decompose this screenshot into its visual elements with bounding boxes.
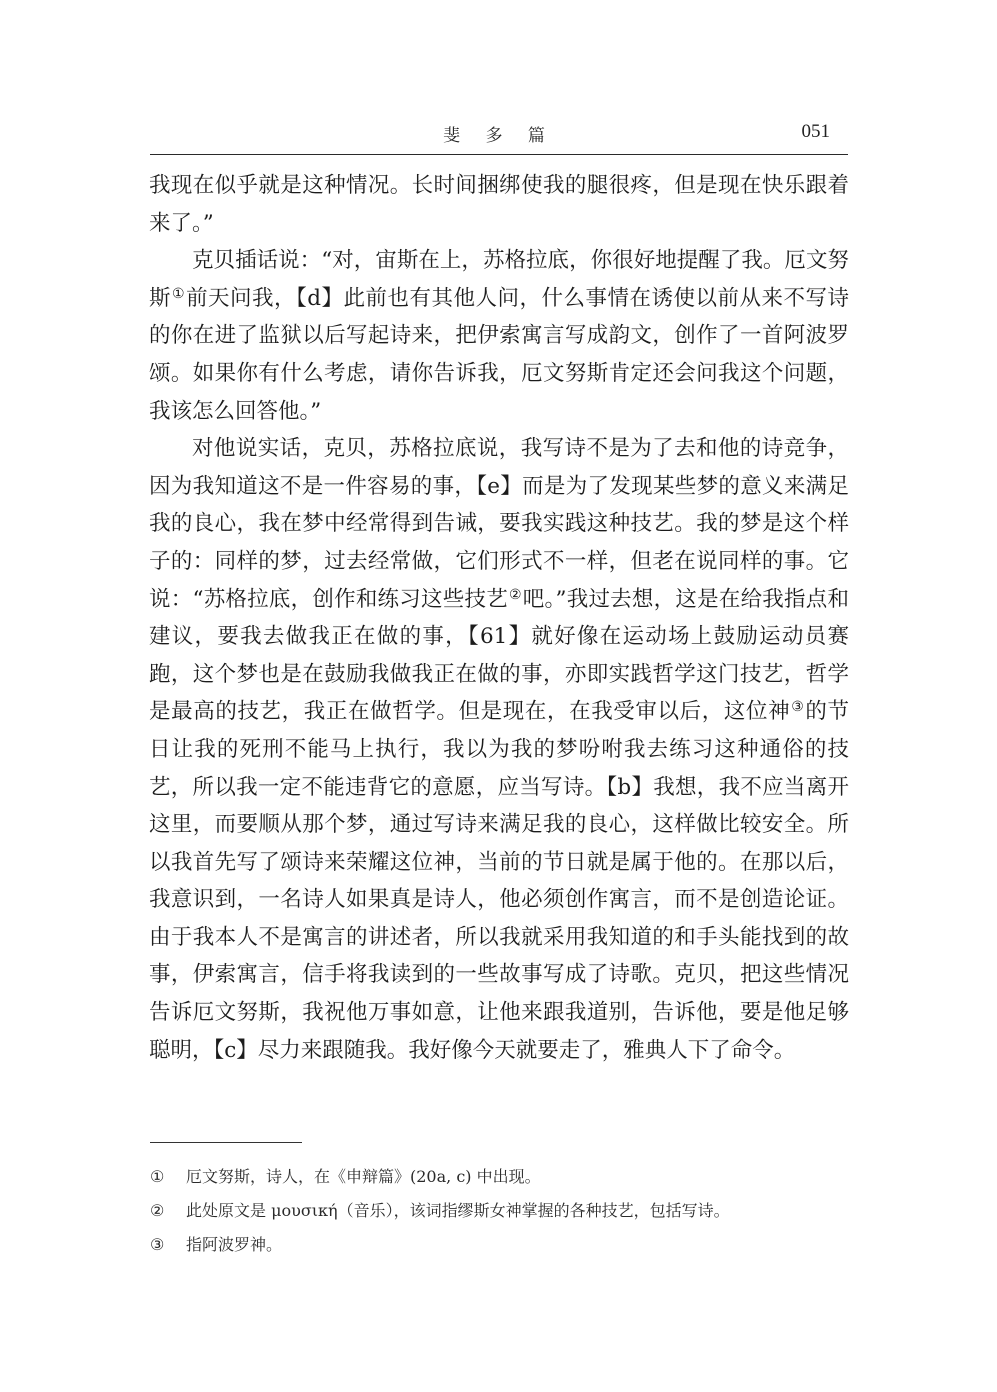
footnote-3	[150, 1228, 850, 1262]
footnote-reference-3[interactable]: ③	[791, 699, 805, 716]
paragraph-text: 吧。”我过去想，这是在给我指点和建议，要我去做我正在做的事，【61】就好像在运动场上鼓励运动员赛跑，这个梦也是在鼓励我做我正在做的事，亦即实践哲学这门技艺，哲学是最高的技艺，我正在做哲学。但是现在，在我受审以后，这位神	[149, 586, 850, 725]
footnotes	[150, 1160, 850, 1262]
running-header	[150, 118, 848, 155]
running-title: 斐 多 篇	[443, 126, 555, 146]
footnote-separator	[150, 1142, 302, 1143]
paragraph-text: 我现在似乎就是这种情况。长时间捆绑使我的腿很疼，但是现在快乐跟着来了。”	[149, 173, 849, 236]
footnote-2	[150, 1194, 850, 1228]
footnote-reference-1[interactable]: ①	[172, 285, 186, 302]
footnote-number: ③	[150, 1235, 165, 1254]
page-number: 051	[801, 121, 830, 142]
footnote-text: 厄文努斯，诗人，在《申辩篇》(20a, c) 中出现。	[186, 1167, 541, 1186]
footnote-text: 指阿波罗神。	[186, 1235, 283, 1254]
footnote-reference-2[interactable]: ②	[508, 586, 522, 603]
paragraph-text: 的节日让我的死刑不能马上执行，我以为我的梦吩咐我去练习这种通俗的技艺，所以我一定不能违背它的意愿，应当写诗。【b】我想，我不应当离开这里，而要顺从那个梦，通过写诗来满足我的良心，这样做比较安全。所以我首先写了颂诗来荣耀这位神，当前的节日就是属于他的。在那以后，我意识到，一名诗人如果真是诗人，他必须创作寓言，而不是创造论证。由于我本人不是寓言的讲述者，所以我就采用我知道的和手头能找到的故事，伊索寓言，信手将我读到的一些故事写成了诗歌。克贝，把这些情况告诉厄文努斯，我祝他万事如意，让他来跟我道别，告诉他，要是他足够聪明，【c】尽力来跟随我。我好像今天就要走了，雅典人下了命令。	[149, 699, 849, 1063]
footnote-number: ①	[150, 1167, 165, 1186]
paragraph-continuation	[149, 167, 849, 242]
paragraph-socrates-answer	[149, 430, 849, 1069]
footnote-text: 此处原文是 μουσική（音乐），该词指缪斯女神掌握的各种技艺，包括写诗。	[186, 1201, 730, 1220]
paragraph-kebes-question	[149, 242, 849, 430]
paragraph-text: 对他说实话，克贝，苏格拉底说，我写诗不是为了去和他的诗竞争，因为我知道这不是一件容易的事，【e】而是为了发现某些梦的意义来满足我的良心，我在梦中经常得到告诫，要我实践这种技艺。我的梦是这个样子的：同样的梦，过去经常做，它们形式不一样，但老在说同样的事。它说：“苏格拉底，创作和练习这些技艺	[149, 436, 849, 612]
paragraph-text: 克贝插话说：“对，宙斯在上，苏格拉底，你很好地提醒了我。厄文努斯	[149, 248, 849, 311]
main-text	[149, 167, 849, 1069]
footnote-1	[150, 1160, 850, 1194]
footnote-number: ②	[150, 1201, 165, 1220]
paragraph-text: 前天问我，【d】此前也有其他人问，什么事情在诱使以前从来不写诗的你在进了监狱以后写起诗来，把伊索寓言写成韵文，创作了一首阿波罗颂。如果你有什么考虑，请你告诉我，厄文努斯肯定还会问我这个问题，我该怎么回答他。”	[149, 285, 849, 424]
